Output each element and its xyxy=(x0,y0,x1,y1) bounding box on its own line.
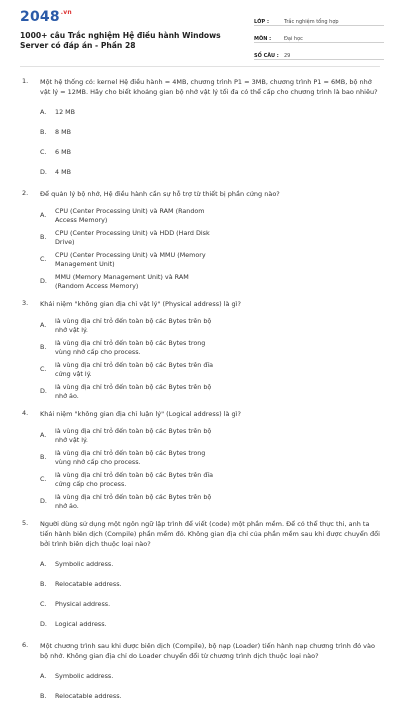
question xyxy=(0,409,400,513)
option-text: Symbolic address. xyxy=(55,560,114,569)
question xyxy=(0,189,400,293)
option-letter: C. xyxy=(40,365,47,374)
question-text: Người dùng sử dụng một ngôn ngữ lập trình để viết (code) một phần mềm. Để có thể thực thi, anh ta tiến hành biên dịch (Compile) phần mềm đó. Không gian địa chỉ của phần mềm sau khi được chuyển đổi bởi trình biên dịch thuộc loại nào? xyxy=(40,520,380,548)
question-number: 2. xyxy=(22,189,29,197)
answer-option[interactable] xyxy=(40,123,215,143)
option-text: Relocatable address. xyxy=(55,692,122,701)
option-letter: B. xyxy=(40,692,47,701)
answer-option[interactable] xyxy=(40,315,215,337)
option-letter: B. xyxy=(40,128,47,137)
option-text: là vùng địa chỉ trỏ đến toàn bộ các Bytes trên bộ nhớ ảo. xyxy=(55,492,212,510)
logo-text: 2048 xyxy=(20,9,60,25)
option-text: là vùng địa chỉ trỏ đến toàn bộ các Bytes trên đĩa cứng cấp cho process. xyxy=(55,470,214,488)
meta-row-count xyxy=(254,46,384,60)
question-text: Khái niệm "không gian địa chỉ vật lý" (Physical address) là gì? xyxy=(40,300,241,308)
answer-option[interactable] xyxy=(40,469,215,491)
option-text: 12 MB xyxy=(55,108,76,117)
question xyxy=(0,641,400,707)
answer-option[interactable] xyxy=(40,227,215,249)
option-letter: B. xyxy=(40,453,47,462)
option-text: là vùng địa chỉ trỏ đến toàn bộ các Bytes trên bộ nhớ vật lý. xyxy=(55,426,212,444)
option-letter: D. xyxy=(40,620,47,629)
question-text: Để quản lý bộ nhớ, Hệ điều hành cần sự hỗ trợ từ thiết bị phần cứng nào? xyxy=(40,190,280,198)
option-letter: C. xyxy=(40,255,47,264)
answer-option[interactable] xyxy=(40,359,215,381)
option-letter: B. xyxy=(40,233,47,242)
meta-value: 29 xyxy=(284,53,291,59)
answer-option[interactable] xyxy=(40,615,215,635)
option-letter: A. xyxy=(40,431,47,440)
question-number: 5. xyxy=(22,519,29,527)
answer-option[interactable] xyxy=(40,103,215,123)
answer-option[interactable] xyxy=(40,575,215,595)
option-text: là vùng địa chỉ trỏ đến toàn bộ các Bytes trên bộ nhớ vật lý. xyxy=(55,316,212,334)
answer-option[interactable] xyxy=(40,447,215,469)
document-title: 1000+ câu Trắc nghiệm Hệ điều hành Windows Server có đáp án - Phần 28 xyxy=(20,31,221,50)
option-letter: A. xyxy=(40,108,47,117)
option-text: là vùng địa chỉ trỏ đến toàn bộ các Bytes trên bộ nhớ ảo. xyxy=(55,382,212,400)
question-text: Một chương trình sau khi được biên dịch (Compile), bộ nạp (Loader) tiến hành nạp chương trình đó vào bộ nhớ. Không gian địa chỉ do Loader chuyển đổi từ chương trình dịch thuộc loại nào? xyxy=(40,642,375,660)
question xyxy=(0,299,400,403)
answer-options xyxy=(40,555,382,635)
option-letter: B. xyxy=(40,580,47,589)
option-text: Relocatable address. xyxy=(55,580,122,589)
option-letter: B. xyxy=(40,343,47,352)
question xyxy=(0,519,400,635)
option-text: CPU (Center Processing Unit) và MMU (Memory Management Unit) xyxy=(55,250,206,268)
logo-suffix: .vn xyxy=(60,9,72,16)
question-number: 6. xyxy=(22,641,29,649)
option-letter: A. xyxy=(40,321,47,330)
meta-label: LỚP : xyxy=(254,19,269,25)
document-header xyxy=(0,0,400,64)
option-letter: A. xyxy=(40,560,47,569)
answer-options xyxy=(40,425,382,513)
answer-option[interactable] xyxy=(40,555,215,575)
option-letter: A. xyxy=(40,672,47,681)
answer-option[interactable] xyxy=(40,687,215,707)
option-text: Physical address. xyxy=(55,600,111,609)
question-number: 4. xyxy=(22,409,29,417)
option-letter: D. xyxy=(40,168,47,177)
document-meta xyxy=(254,12,384,63)
answer-option[interactable] xyxy=(40,205,215,227)
answer-option[interactable] xyxy=(40,381,215,403)
answer-option[interactable] xyxy=(40,595,215,615)
meta-row-class xyxy=(254,12,384,26)
option-letter: D. xyxy=(40,277,47,286)
question-list xyxy=(0,77,400,713)
option-text: là vùng địa chỉ trỏ đến toàn bộ các Bytes trong vùng nhớ cấp cho process. xyxy=(55,338,206,356)
question-text: Một hệ thống có: kernel Hệ điều hành = 4MB, chương trình P1 = 3MB, chương trình P1 = 6MB, bộ nhớ vật lý = 12MB. Hãy cho biết khoảng gian bộ nhớ vật lý tối đa có thể cấp cho chương trình là bao nhiêu? xyxy=(40,78,378,96)
option-text: Logical address. xyxy=(55,620,107,629)
option-text: là vùng địa chỉ trỏ đến toàn bộ các Bytes trên đĩa cứng vật lý. xyxy=(55,360,214,378)
option-letter: C. xyxy=(40,600,47,609)
answer-option[interactable] xyxy=(40,425,215,447)
option-letter: C. xyxy=(40,475,47,484)
answer-option[interactable] xyxy=(40,163,215,183)
option-letter: C. xyxy=(40,148,47,157)
answer-option[interactable] xyxy=(40,337,215,359)
option-text: là vùng địa chỉ trỏ đến toàn bộ các Bytes trong vùng nhớ cấp cho process. xyxy=(55,448,206,466)
option-text: Symbolic address. xyxy=(55,672,114,681)
question-number: 1. xyxy=(22,77,29,85)
answer-options xyxy=(40,103,382,183)
meta-label: MÔN : xyxy=(254,36,272,42)
option-letter: D. xyxy=(40,387,47,396)
answer-options xyxy=(40,315,382,403)
answer-options xyxy=(40,667,382,707)
option-text: MMU (Memory Management Unit) và RAM (Random Access Memory) xyxy=(55,272,189,290)
header-divider xyxy=(20,66,380,67)
meta-row-subject xyxy=(254,29,384,43)
answer-option[interactable] xyxy=(40,667,215,687)
option-letter: A. xyxy=(40,211,47,220)
answer-option[interactable] xyxy=(40,491,215,513)
option-text: 6 MB xyxy=(55,148,71,157)
question xyxy=(0,77,400,183)
answer-option[interactable] xyxy=(40,271,215,293)
option-text: 8 MB xyxy=(55,128,71,137)
question-text: Khái niệm "không gian địa chỉ luận lý" (Logical address) là gì? xyxy=(40,410,241,418)
meta-value: Trắc nghiệm tổng hợp xyxy=(284,19,339,25)
option-letter: D. xyxy=(40,497,47,506)
answer-options xyxy=(40,205,382,293)
meta-value: Đại học xyxy=(284,36,303,42)
meta-label: SỐ CÂU : xyxy=(254,53,279,59)
question-number: 3. xyxy=(22,299,29,307)
answer-option[interactable] xyxy=(40,249,215,271)
option-text: CPU (Center Processing Unit) và HDD (Hard Disk Drive) xyxy=(55,228,210,246)
option-text: 4 MB xyxy=(55,168,71,177)
answer-option[interactable] xyxy=(40,143,215,163)
option-text: CPU (Center Processing Unit) và RAM (Random Access Memory) xyxy=(55,206,205,224)
site-logo[interactable] xyxy=(20,9,72,25)
